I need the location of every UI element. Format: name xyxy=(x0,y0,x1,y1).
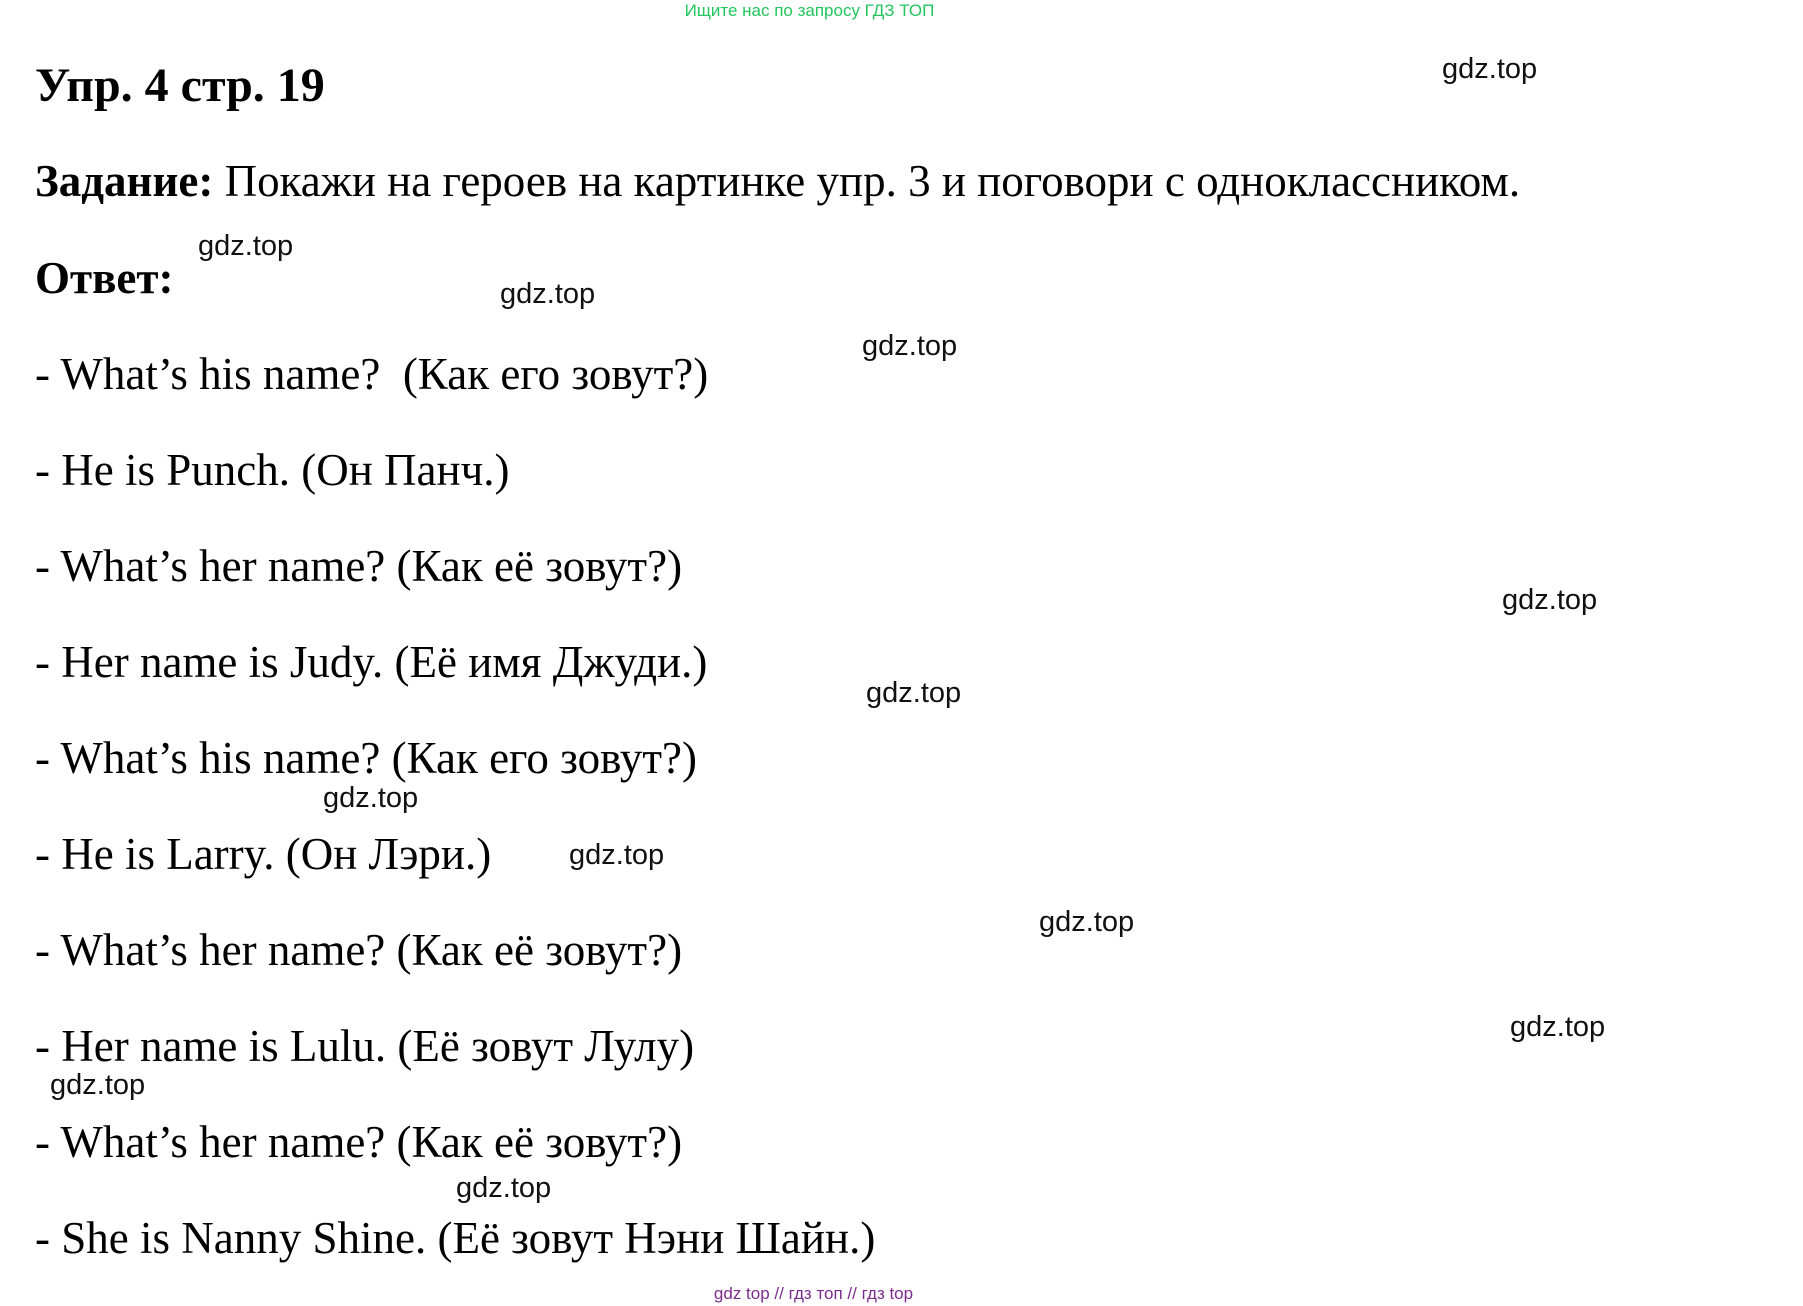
watermark: gdz.top xyxy=(866,677,962,709)
watermark: gdz.top xyxy=(500,278,596,310)
dialogue-line: - He is Punch. (Он Панч.) xyxy=(35,445,510,495)
dialogue-line: - What’s his name? (Как его зовут?) xyxy=(35,349,709,399)
task-text: Покажи на героев на картинке упр. 3 и поговори с одноклассником. xyxy=(213,156,1521,206)
watermark: gdz.top xyxy=(862,330,958,362)
watermark: gdz.top xyxy=(1442,53,1538,85)
footer-links xyxy=(0,1284,1803,1304)
watermark: gdz.top xyxy=(569,839,665,871)
dialogue-line: - Her name is Judy. (Её имя Джуди.) xyxy=(35,637,708,687)
footer-text: gdz top // гдз топ // гдз top xyxy=(713,1284,914,1303)
task-label: Задание: xyxy=(35,156,214,206)
answer-label: Ответ: xyxy=(35,253,174,303)
dialogue-line: - Her name is Lulu. (Её зовут Лулу) xyxy=(35,1021,695,1071)
watermark: gdz.top xyxy=(198,230,294,262)
dialogue-line: - She is Nanny Shine. (Её зовут Нэни Шайн.) xyxy=(35,1213,876,1263)
task-statement xyxy=(35,155,1520,207)
watermark: gdz.top xyxy=(456,1172,552,1204)
watermark: gdz.top xyxy=(1502,584,1598,616)
top-promo-note xyxy=(0,1,1803,21)
dialogue-line: - What’s her name? (Как её зовут?) xyxy=(35,541,683,591)
watermark: gdz.top xyxy=(1510,1011,1606,1043)
top-promo-text: Ищите нас по запросу ГДЗ ТОП xyxy=(684,1,935,20)
exercise-title: Упр. 4 стр. 19 xyxy=(35,59,325,112)
watermark: gdz.top xyxy=(323,782,419,814)
watermark: gdz.top xyxy=(1039,906,1135,938)
dialogue-line: - What’s his name? (Как его зовут?) xyxy=(35,733,697,783)
dialogue-line: - What’s her name? (Как её зовут?) xyxy=(35,925,683,975)
watermark: gdz.top xyxy=(50,1069,146,1101)
dialogue-line: - He is Larry. (Он Лэри.) xyxy=(35,829,492,879)
dialogue-line: - What’s her name? (Как её зовут?) xyxy=(35,1117,683,1167)
